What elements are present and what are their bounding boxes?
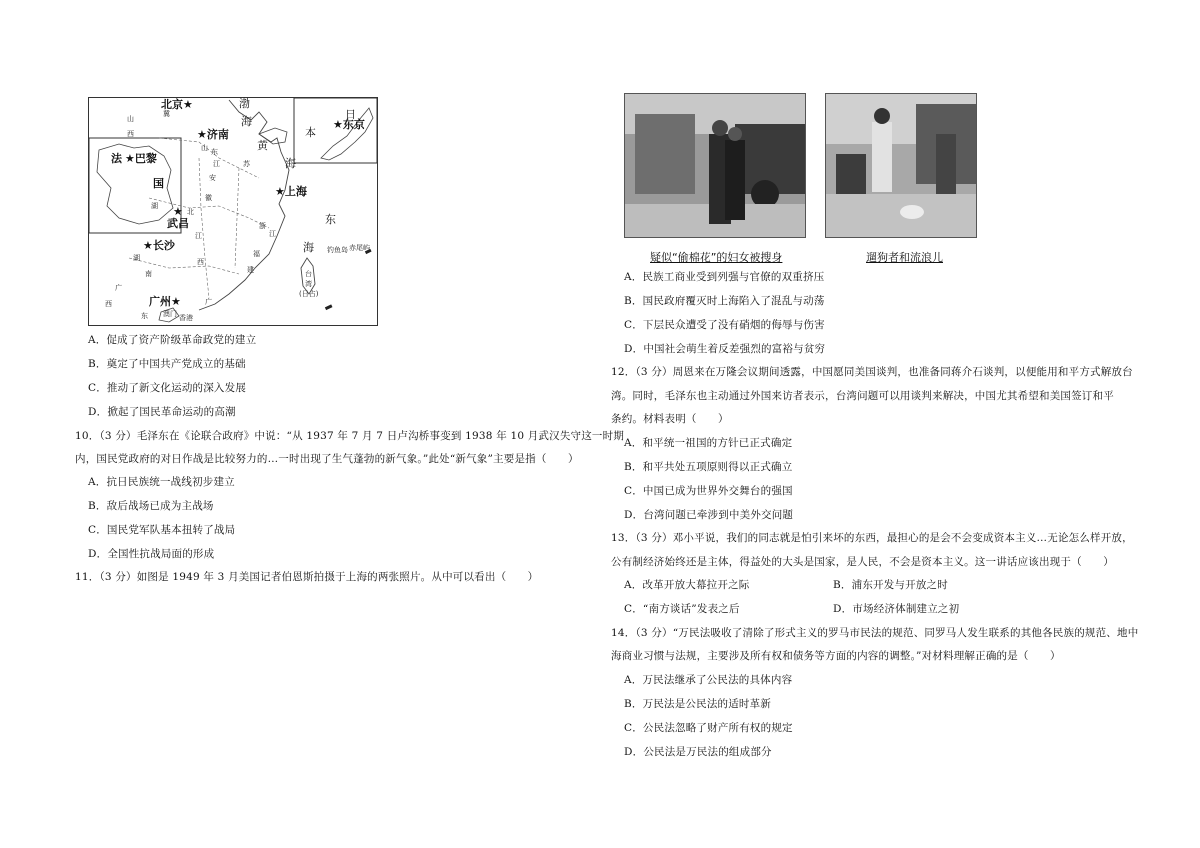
map-label-bohai-1: 渤	[239, 97, 250, 110]
q11-stem-line1: 11．（3 分）如图是 1949 年 3 月美国记者伯恩斯拍摄于上海的两张照片。从中可以看出（ ）	[75, 571, 539, 583]
q10-option-d: D．全国性抗战局面的形成	[88, 548, 215, 560]
map-label-guangzhou: 广州★	[149, 295, 181, 308]
q13-stem-line2: 公有制经济始终还是主体，得益处的大头是国家，是人民，不会是资本主义。这一讲话应该出现于（ ）	[611, 556, 1114, 568]
map-small-aomen: 澳门	[163, 310, 177, 318]
map-small-xi3: 西	[105, 300, 112, 308]
map-label-beijing: 北京★	[161, 98, 193, 111]
map-label-tokyo: ★东京	[333, 118, 365, 131]
map-small-guang: 广	[115, 284, 122, 292]
map-small-wan: 湾	[305, 280, 312, 288]
map-label-hai1: 海	[285, 157, 296, 170]
map-small-xianggang: 香港	[179, 314, 193, 322]
map-small-xi: 西	[127, 130, 134, 138]
map-small-jiang-z: 江	[269, 230, 276, 238]
q14-option-b: B．万民法是公民法的适时革新	[624, 698, 772, 710]
map-small-diaoyu: 钓鱼岛	[327, 246, 348, 254]
q14-stem-line1: 14．（3 分）“万民法吸收了清除了形式主义的罗马市民法的规范、同罗马人发生联系的其他各民族的规范、地中	[611, 627, 1139, 639]
photo-caption-2: 遛狗者和流浪儿	[866, 251, 943, 264]
map-small-jiang-x: 江	[195, 232, 202, 240]
q9-option-c: C．推动了新文化运动的深入发展	[88, 382, 247, 394]
map-label-wuchang: 武昌	[167, 217, 189, 230]
q12-stem-line2: 湾。同时，毛泽东也主动通过外国来访者表示，台湾问题可以用谈判来解决，中国尤其希望和美国签订和平	[611, 390, 1114, 402]
q14-stem-line2: 海商业习惯与法规，主要涉及所有权和债务等方面的内容的调整。”对材料理解正确的是（ ）	[611, 650, 1061, 662]
map-small-hui: 徽	[205, 194, 212, 202]
q14-option-a: A．万民法继承了公民法的具体内容	[624, 674, 793, 686]
map-label-bohai-2: 海	[241, 115, 252, 128]
q10-option-c: C．国民党军队基本扭转了战局	[88, 524, 236, 536]
map-small-riben: (日占)	[299, 290, 319, 298]
map-small-fu: 福	[253, 250, 260, 258]
map-small-bei: 北	[187, 208, 194, 216]
q13-option-c: C．“南方谈话”发表之后	[624, 603, 740, 615]
map-small-shan2: 山	[201, 144, 208, 152]
q10-option-a: A．抗日民族统一战线初步建立	[88, 476, 235, 488]
q13-option-b: B．浦东开发与开放之时	[833, 579, 948, 591]
q13-option-a: A．改革开放大幕拉开之际	[624, 579, 750, 591]
q9-option-d: D．掀起了国民革命运动的高潮	[88, 406, 236, 418]
map-small-an: 安	[209, 174, 216, 182]
map-small-hu2: 湖	[133, 254, 140, 262]
q13-stem-line1: 13．（3 分）邓小平说，我们的同志就是怕引来坏的东西，最担心的是会不会变成资本主义…无论怎么样开放，	[611, 532, 1133, 544]
q12-stem-line1: 12．（3 分）周恩来在万隆会议期间透露，中国愿同美国谈判，也准备同蒋介石谈判，以便能用和平方式解放台	[611, 366, 1133, 378]
map-small-hu: 湖	[151, 202, 158, 210]
map-small-tai: 台	[305, 270, 312, 278]
q13-option-d: D．市场经济体制建立之初	[833, 603, 960, 615]
photo-dog-walker	[825, 93, 977, 238]
q12-option-c: C．中国已成为世界外交舞台的强国	[624, 485, 793, 497]
map-small-guang2: 广	[205, 298, 212, 306]
q11-option-d: D．中国社会萌生着反差强烈的富裕与贫穷	[624, 343, 826, 355]
photo-dog-walker-graphic	[826, 94, 976, 237]
q12-stem-line3: 条约。材料表明（ ）	[611, 413, 729, 425]
map-label-wuchang-star: ★	[173, 205, 183, 218]
q11-option-a: A．民族工商业受到列强与官僚的双重挤压	[624, 271, 825, 283]
map-small-nan: 南	[145, 270, 152, 278]
map-small-jiang-su: 江	[213, 160, 220, 168]
map-small-hebei-ji: 冀	[163, 110, 170, 118]
q9-option-a: A．促成了资产阶级革命政党的建立	[88, 334, 257, 346]
q10-stem-line2: 内，国民党政府的对日作战是比较努力的…一时出现了生气蓬勃的新气象。”此处“新气象”主要是指（ ）	[75, 453, 579, 465]
q10-stem-line1: 10．（3 分）毛泽东在《论联合政府》中说：“从 1937 年 7 月 7 日卢沟桥事变到 1938 年 10 月武汉失守这一时期	[75, 430, 625, 442]
q14-option-c: C．公民法忽略了财产所有权的规定	[624, 722, 793, 734]
map-label-dong: 东	[325, 213, 336, 226]
map-small-xi2: 西	[197, 258, 204, 266]
historical-map	[88, 97, 378, 326]
q14-option-d: D．公民法是万民法的组成部分	[624, 746, 772, 758]
map-label-shanghai: ★上海	[275, 185, 307, 198]
photo-woman-searched	[624, 93, 806, 238]
map-label-france-guo: 国	[153, 177, 164, 190]
map-label-changsha: ★长沙	[143, 239, 175, 252]
map-label-paris: ★巴黎	[125, 152, 157, 165]
q11-option-c: C．下层民众遭受了没有硝烟的侮辱与伤害	[624, 319, 825, 331]
q12-option-b: B．和平共处五项原则得以正式确立	[624, 461, 793, 473]
map-label-japan-1: 日	[345, 108, 356, 121]
map-label-france: 法	[111, 152, 122, 165]
photo-caption-1: 疑似“偷棉花”的妇女被搜身	[650, 251, 783, 264]
map-label-jinan: ★济南	[197, 128, 229, 141]
map-label-hai2: 海	[303, 241, 314, 254]
q12-option-a: A．和平统一祖国的方针已正式确定	[624, 437, 793, 449]
map-small-jian: 建	[247, 266, 254, 274]
map-small-su: 苏	[243, 160, 250, 168]
map-small-dong3: 东	[141, 312, 148, 320]
map-label-japan-2: 本	[305, 126, 316, 139]
map-small-chiwei: 赤尾屿	[349, 244, 370, 252]
q10-option-b: B．敌后战场已成为主战场	[88, 500, 214, 512]
map-small-zhe: 浙	[259, 222, 266, 230]
q9-option-b: B．奠定了中国共产党成立的基础	[88, 358, 246, 370]
map-small-dong2: 东	[211, 148, 218, 156]
q11-option-b: B．国民政府覆灭时上海陷入了混乱与动荡	[624, 295, 825, 307]
map-label-huang: 黄	[257, 139, 268, 152]
map-small-shan: 山	[127, 115, 134, 123]
photo-woman-searched-graphic	[625, 94, 805, 237]
q12-option-d: D．台湾问题已牵涉到中美外交问题	[624, 509, 794, 521]
